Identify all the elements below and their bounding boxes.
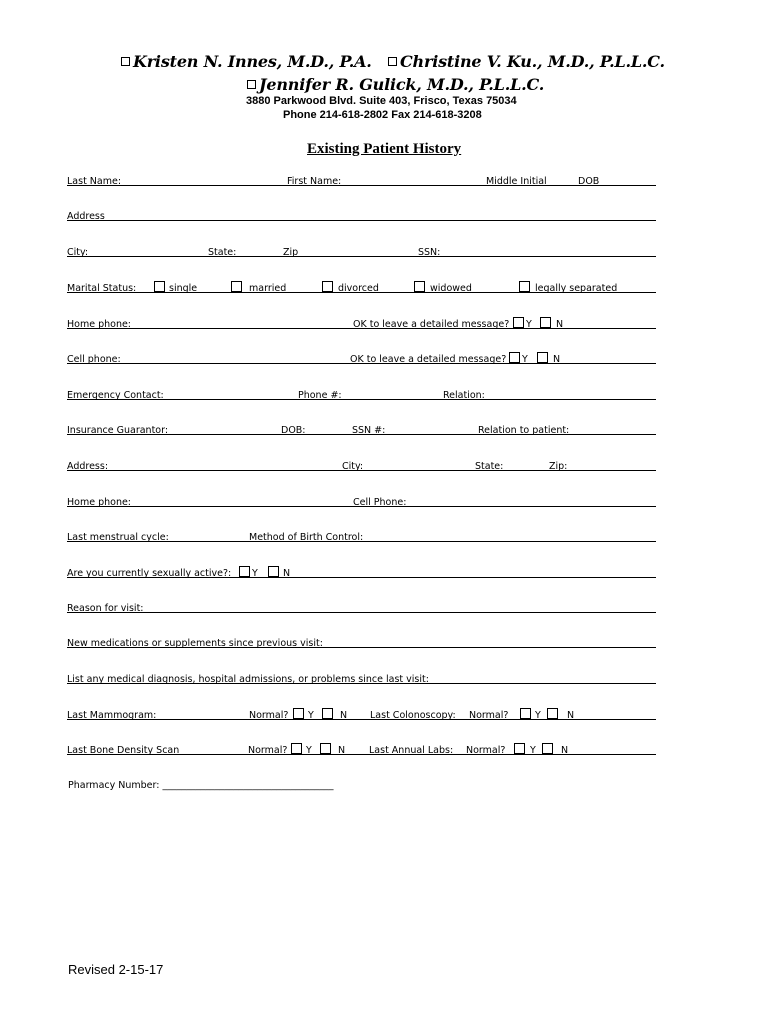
sexually-active-no-checkbox[interactable] (268, 566, 279, 577)
birth-control-label: Method of Birth Control: (249, 532, 364, 543)
insurance-guarantor-label: Insurance Guarantor: (67, 425, 169, 436)
revision-date: Revised 2-15-17 (68, 962, 164, 977)
last-bone-density-label: Last Bone Density Scan (67, 745, 180, 756)
bone-density-normal-no-label: N (338, 745, 346, 756)
provider2-name: Christine V. Ku., M.D., P.L.L.C. (400, 52, 665, 71)
last-name-label: Last Name: (67, 176, 122, 187)
first-name-label: First Name: (287, 176, 342, 187)
practice-address: 3880 Parkwood Blvd. Suite 403, Frisco, Texas 75034 (246, 95, 517, 107)
relation-to-patient-label: Relation to patient: (478, 425, 570, 436)
sexually-active-yes-label: Y (252, 568, 258, 579)
ok-message-home-label: OK to leave a detailed message? (353, 319, 510, 330)
relation-label: Relation: (443, 390, 485, 401)
mammogram-normal-yes-checkbox[interactable] (293, 708, 304, 719)
legally-separated-label: legally separated (535, 283, 618, 294)
home-phone-label: Home phone: (67, 319, 132, 330)
single-label: single (169, 283, 198, 294)
mammogram-normal-no-checkbox[interactable] (322, 708, 333, 719)
home-message-no-label: N (556, 319, 564, 330)
colonoscopy-normal-no-checkbox[interactable] (547, 708, 558, 719)
last-menstrual-label: Last menstrual cycle: (67, 532, 169, 543)
sexually-active-no-label: N (283, 568, 291, 579)
cell-message-yes-checkbox[interactable] (509, 352, 520, 363)
bone-density-normal-label: Normal? (248, 745, 288, 756)
cell-message-yes-label: Y (522, 354, 528, 365)
marital-status-label: Marital Status: (67, 283, 137, 294)
city-label: City: (67, 247, 89, 258)
bone-density-normal-yes-label: Y (306, 745, 312, 756)
last-mammogram-label: Last Mammogram: (67, 710, 157, 721)
row-name-line (67, 185, 656, 186)
sexually-active-yes-checkbox[interactable] (239, 566, 250, 577)
home-message-yes-label: Y (526, 319, 532, 330)
annual-labs-normal-no-label: N (561, 745, 569, 756)
diagnosis-label: List any medical diagnosis, hospital admissions, or problems since last visit: (67, 674, 429, 685)
pharmacy-number-blank[interactable]: ____________________________________ (162, 780, 334, 791)
cell-phone-label: Cell phone: (67, 354, 121, 365)
married-checkbox[interactable] (231, 281, 242, 292)
annual-labs-normal-label: Normal? (466, 745, 506, 756)
guarantor-address-label: Address: (67, 461, 109, 472)
guarantor-city-label: City: (342, 461, 364, 472)
new-medications-label: New medications or supplements since previous visit: (67, 638, 323, 649)
annual-labs-normal-no-checkbox[interactable] (542, 743, 553, 754)
last-annual-labs-label: Last Annual Labs: (369, 745, 454, 756)
provider-line-1 (121, 52, 372, 71)
dob-label: DOB (578, 176, 600, 187)
form-title: Existing Patient History (307, 141, 462, 157)
colonoscopy-normal-yes-checkbox[interactable] (520, 708, 531, 719)
mammogram-normal-no-label: N (340, 710, 348, 721)
guarantor-home-phone-label: Home phone: (67, 497, 132, 508)
sexually-active-label: Are you currently sexually active?: (67, 568, 232, 579)
zip-label: Zip (283, 247, 299, 258)
middle-initial-label: Middle Initial (486, 176, 547, 187)
legally-separated-checkbox[interactable] (519, 281, 530, 292)
home-message-yes-checkbox[interactable] (513, 317, 524, 328)
provider1-checkbox[interactable] (121, 57, 130, 66)
married-label: married (249, 283, 287, 294)
mammogram-normal-yes-label: Y (308, 710, 314, 721)
guarantor-state-label: State: (475, 461, 504, 472)
widowed-label: widowed (430, 283, 472, 294)
row-city-line (67, 256, 656, 257)
bone-density-normal-no-checkbox[interactable] (320, 743, 331, 754)
colonoscopy-normal-label: Normal? (469, 710, 509, 721)
divorced-checkbox[interactable] (322, 281, 333, 292)
pharmacy-number-text: Pharmacy Number: (68, 780, 160, 791)
bone-density-normal-yes-checkbox[interactable] (291, 743, 302, 754)
guarantor-zip-label: Zip: (549, 461, 568, 472)
ssn-label: SSN: (418, 247, 441, 258)
provider-line-1b (388, 52, 665, 71)
widowed-checkbox[interactable] (414, 281, 425, 292)
address-label: Address (67, 211, 105, 222)
row-address-line (67, 220, 656, 221)
row-reason-line (67, 612, 656, 613)
ok-message-cell-label: OK to leave a detailed message? (350, 354, 507, 365)
mammogram-normal-label: Normal? (249, 710, 289, 721)
single-checkbox[interactable] (154, 281, 165, 292)
reason-for-visit-label: Reason for visit: (67, 603, 144, 614)
annual-labs-normal-yes-label: Y (530, 745, 536, 756)
cell-message-no-label: N (553, 354, 561, 365)
state-label: State: (208, 247, 237, 258)
guarantor-cell-phone-label: Cell Phone: (353, 497, 407, 508)
cell-message-no-checkbox[interactable] (537, 352, 548, 363)
provider3-checkbox[interactable] (247, 80, 256, 89)
practice-phone-fax: Phone 214-618-2802 Fax 214-618-3208 (283, 109, 482, 121)
colonoscopy-normal-no-label: N (567, 710, 575, 721)
provider3-name: Jennifer R. Gulick, M.D., P.L.L.C. (259, 75, 545, 94)
insurance-dob-label: DOB: (281, 425, 306, 436)
annual-labs-normal-yes-checkbox[interactable] (514, 743, 525, 754)
last-colonoscopy-label: Last Colonoscopy: (370, 710, 456, 721)
divorced-label: divorced (338, 283, 379, 294)
provider1-name: Kristen N. Innes, M.D., P.A. (133, 52, 372, 71)
home-message-no-checkbox[interactable] (540, 317, 551, 328)
provider2-checkbox[interactable] (388, 57, 397, 66)
emergency-contact-label: Emergency Contact: (67, 390, 164, 401)
phone-number-label: Phone #: (298, 390, 342, 401)
pharmacy-number-label (68, 780, 333, 791)
provider-line-2 (247, 75, 544, 94)
colonoscopy-normal-yes-label: Y (535, 710, 541, 721)
insurance-ssn-label: SSN #: (352, 425, 386, 436)
